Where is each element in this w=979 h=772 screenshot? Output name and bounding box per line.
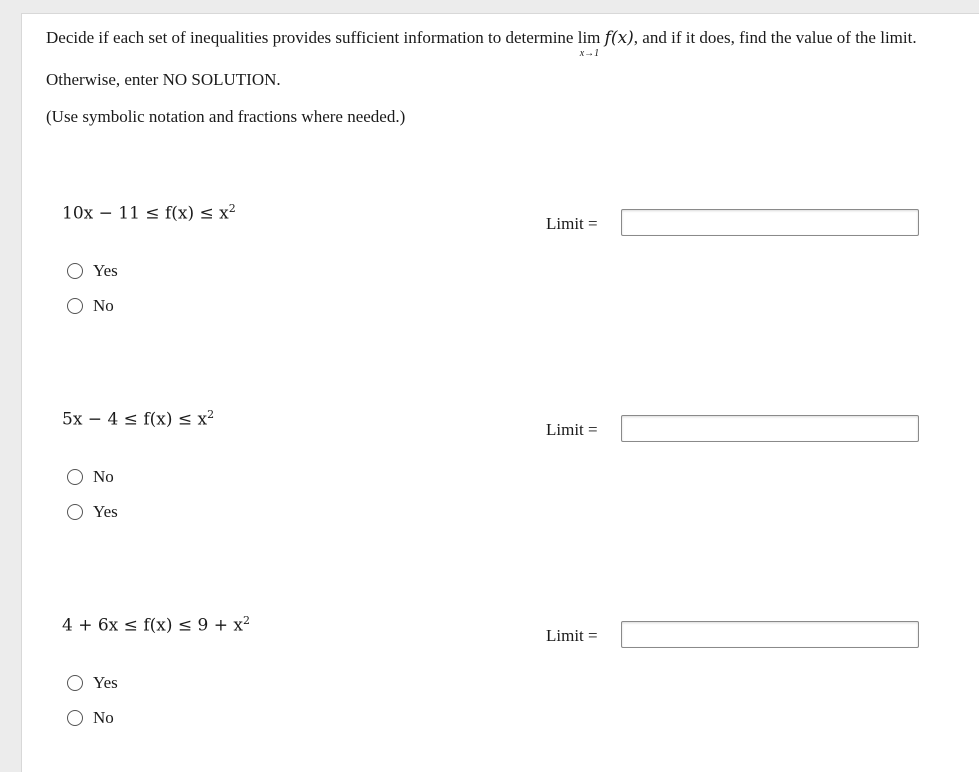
limit-label-1: Limit =	[546, 214, 598, 233]
radio-label: No	[93, 467, 114, 486]
inequality-3-exponent: 2	[242, 614, 250, 627]
radio-label: No	[93, 708, 114, 727]
radio-button[interactable]	[67, 710, 83, 726]
limit-input-2[interactable]	[621, 415, 919, 442]
limit-input-1[interactable]	[621, 209, 919, 236]
limit-notation	[577, 28, 601, 59]
radio-option-2-1[interactable]	[67, 466, 114, 488]
radio-option-1-2[interactable]	[67, 295, 114, 317]
radio-label: Yes	[93, 502, 118, 521]
radio-option-3-1[interactable]	[67, 672, 118, 694]
instruction-text-start: Decide if each set of inequalities provides sufficient information to determine	[46, 28, 578, 47]
function-notation: f(x)	[604, 28, 634, 48]
inequality-2-text: 5x − 4 ≤ f(x) ≤ x	[62, 409, 208, 430]
radio-label: Yes	[93, 673, 118, 692]
lim-subscript: x→1	[579, 48, 600, 59]
question-card	[21, 13, 979, 772]
radio-label: No	[93, 296, 114, 315]
inequality-3	[62, 614, 250, 636]
inequality-1-exponent: 2	[228, 202, 236, 215]
limit-input-3[interactable]	[621, 621, 919, 648]
limit-label-3: Limit =	[546, 626, 598, 645]
inequality-2	[62, 408, 214, 430]
inequality-3-text: 4 + 6x ≤ f(x) ≤ 9 + x	[62, 615, 243, 636]
radio-button[interactable]	[67, 298, 83, 314]
radio-option-1-1[interactable]	[67, 260, 118, 282]
instruction-line-2: Otherwise, enter NO SOLUTION.	[46, 70, 281, 89]
radio-option-3-2[interactable]	[67, 707, 114, 729]
instruction-line-3: (Use symbolic notation and fractions where needed.)	[46, 107, 406, 126]
inequality-1	[62, 202, 236, 224]
radio-option-2-2[interactable]	[67, 501, 118, 523]
lim-word: lim	[577, 28, 601, 47]
radio-button[interactable]	[67, 469, 83, 485]
radio-button[interactable]	[67, 675, 83, 691]
radio-button[interactable]	[67, 263, 83, 279]
inequality-1-text: 10x − 11 ≤ f(x) ≤ x	[62, 203, 229, 224]
instruction-text-end: , and if it does, find the value of the limit.	[633, 28, 917, 47]
inequality-2-exponent: 2	[207, 408, 215, 421]
radio-label: Yes	[93, 261, 118, 280]
limit-label-2: Limit =	[546, 420, 598, 439]
radio-button[interactable]	[67, 504, 83, 520]
instruction-line-1	[46, 28, 917, 59]
